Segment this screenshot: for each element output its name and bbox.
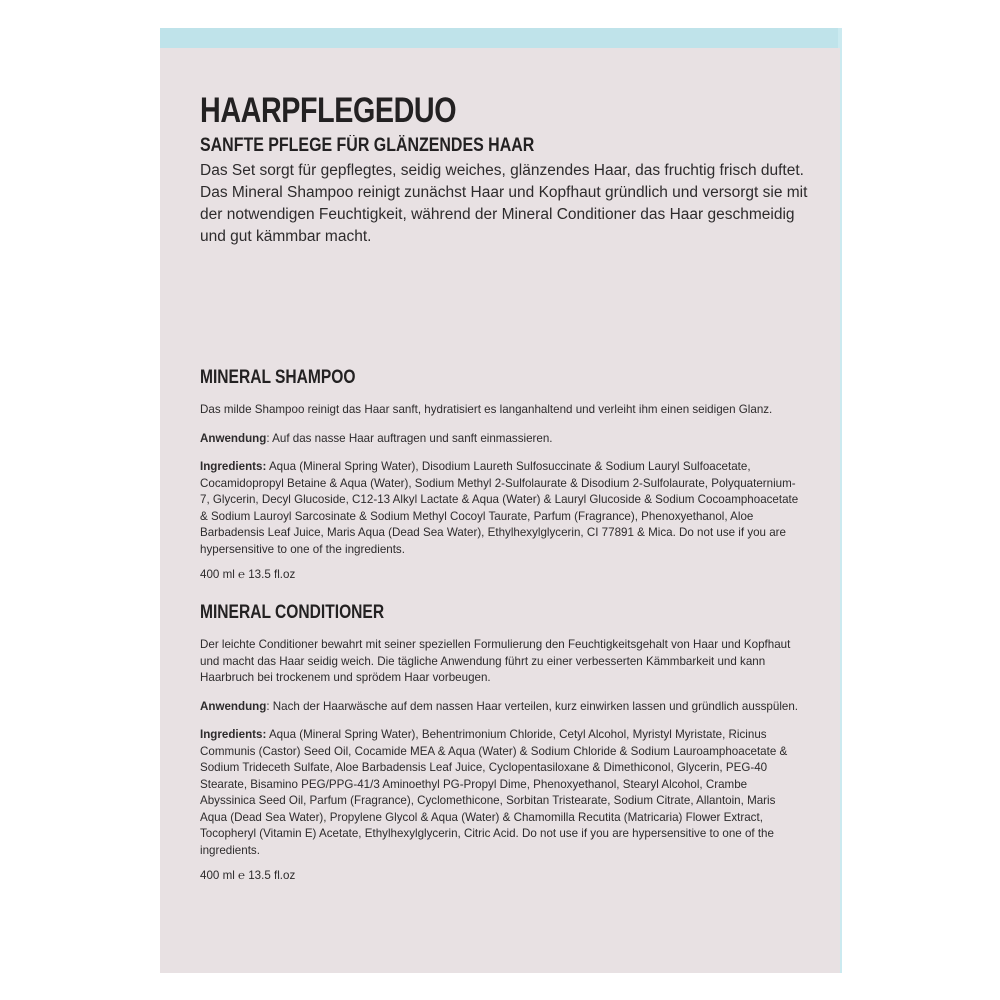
conditioner-volume: 400 ml ℮ 13.5 fl.oz (200, 869, 296, 882)
content (200, 91, 808, 882)
shampoo-description: Das milde Shampoo reinigt das Haar sanft, hydratisiert es langanhaltend und verleiht ihm einen seidigen Glanz. (200, 403, 773, 416)
shampoo-title: MINERAL SHAMPOO (200, 367, 356, 388)
conditioner-usage (200, 699, 804, 716)
product-subtitle: SANFTE PFLEGE FÜR GLÄNZENDES HAAR (200, 135, 535, 156)
conditioner-section (200, 601, 800, 882)
shampoo-volume: 400 ml ℮ 13.5 fl.oz (200, 568, 296, 581)
conditioner-ingredients-text: Aqua (Mineral Spring Water), Behentrimonium Chloride, Cetyl Alcohol, Myristyl Myristate, Ricinus Communis (Castor) Seed Oil, Cocamide MEA & Aqua (Water) & Sodium Chloride & Sodium Lauroamphoacetate & Sodium Trideceth Sulfate, Aloe Barbadensis Leaf Juice, Cyclopentasiloxane & Dimethiconol, Glycerin, PEG-40 Stearate, Bisamino PEG/PPG-41/3 Aminoethyl PG-Propyl Dime, Phenoxyethanol, Stearyl Alcohol, Crambe Abyssinica Seed Oil, Parfum (Fragrance), Cyclomethicone, Sorbitan Tristearate, Sodium Citrate, Allantoin, Maris Aqua (Dead Sea Water), Propylene Glycol & Aqua (Water) & Chamomilla Recutita (Matricaria) Flower Extract, Tocopheryl (Vitamin E) Acetate, Ethylhexylglycerin, Citric Acid. Do not use if you are hypersensitive to one of the ingredients. (200, 728, 788, 857)
conditioner-title: MINERAL CONDITIONER (200, 602, 385, 623)
conditioner-usage-label: Anwendung (200, 699, 267, 713)
shampoo-ingredients (200, 459, 804, 558)
package-top-edge (160, 28, 840, 50)
shampoo-section (200, 366, 800, 581)
intro-text: Das Set sorgt für gepflegtes, seidig weiches, glänzendes Haar, das fruchtig frisch duftet. Das Mineral Shampoo reinigt zunächst Haar und Kopfhaut gründlich und versorgt sie mit der notwendigen Feuchtigkeit, während der Mineral Conditioner das Haar geschmeidig und gut kämmbar macht. (200, 162, 808, 245)
conditioner-usage-text: : Nach der Haarwäsche auf dem nassen Haar verteilen, kurz einwirken lassen und gründlich ausspülen. (266, 699, 799, 713)
shampoo-usage-text: : Auf das nasse Haar auftragen und sanft einmassieren. (266, 431, 553, 445)
product-title: HAARPFLEGEDUO (200, 91, 457, 130)
conditioner-ingredients-label: Ingredients: (200, 728, 267, 741)
conditioner-ingredients (200, 727, 804, 859)
conditioner-description: Der leichte Conditioner bewahrt mit seiner speziellen Formulierung den Feuchtigkeitsgehalt von Haar und Kopfhaut und macht das Haar seidig weich. Die tägliche Anwendung führt zu einer verbesserten Kämmbarkeit und kann Haarbruch bei trockenem und sprödem Haar vorbeugen. (200, 638, 791, 684)
shampoo-usage (200, 431, 804, 448)
package-back-panel (160, 48, 840, 973)
shampoo-usage-label: Anwendung (200, 431, 267, 445)
shampoo-ingredients-label: Ingredients: (200, 460, 267, 473)
shampoo-ingredients-text: Aqua (Mineral Spring Water), Disodium Laureth Sulfosuccinate & Sodium Lauryl Sulfoacetate, Cocamidopropyl Betaine & Aqua (Water), Sodium Methyl 2-Sulfolaurate & Disodium 2-Sulfolaurate, Polyquaternium-7, Glycerin, Decyl Glucoside, C12-13 Alkyl Lactate & Aqua (Water) & Lauryl Glucoside & Sodium Cocoamphoacetate & Sodium Lauroyl Sarcosinate & Sodium Methyl Cocoyl Taurate, Parfum (Fragrance), Phenoxyethanol, Aloe Barbadensis Leaf Juice, Maris Aqua (Dead Sea Water), Ethylhexylglycerin, CI 77891 & Mica. Do not use if you are hypersensitive to one of the ingredients. (200, 460, 799, 556)
